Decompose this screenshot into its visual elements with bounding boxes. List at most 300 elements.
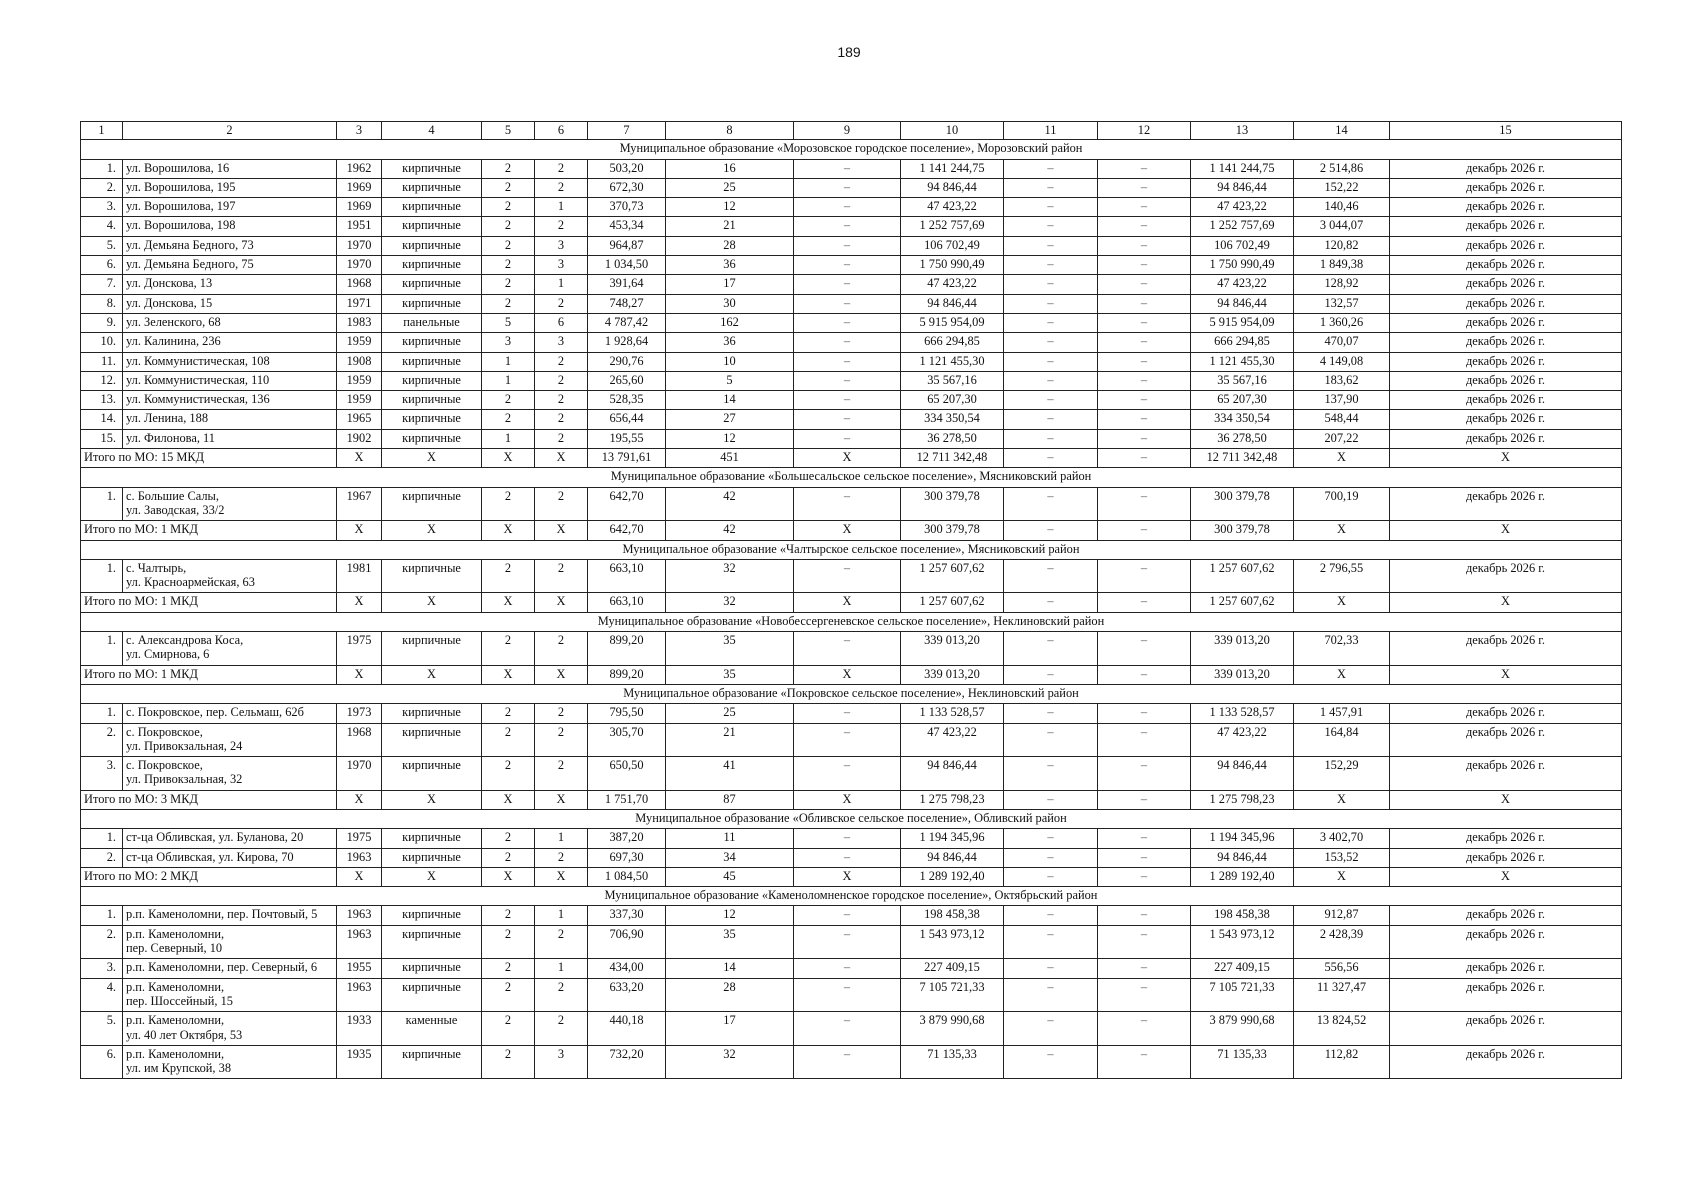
cell-col-5: 2	[482, 159, 535, 178]
total-col-8: 42	[666, 521, 794, 540]
cell-col-8: 25	[666, 178, 794, 197]
cell-col-14: 207,22	[1294, 429, 1390, 448]
cell-col-3: 1963	[337, 925, 382, 959]
row-number: 4.	[81, 978, 123, 1012]
total-col-11: –	[1004, 449, 1098, 468]
total-col-12: –	[1098, 665, 1191, 684]
cell-col-9: –	[794, 848, 901, 867]
cell-col-9: –	[794, 829, 901, 848]
total-col-7: 1 084,50	[588, 867, 666, 886]
row-number: 2.	[81, 925, 123, 959]
section-heading-row	[81, 468, 1622, 487]
cell-col-9: –	[794, 371, 901, 390]
cell-col-3: 1902	[337, 429, 382, 448]
cell-col-9: –	[794, 313, 901, 332]
cell-col-13: 47 423,22	[1191, 275, 1294, 294]
cell-col-6: 1	[535, 906, 588, 925]
cell-col-9: –	[794, 1012, 901, 1046]
row-number: 11.	[81, 352, 123, 371]
cell-col-4: кирпичные	[382, 704, 482, 723]
cell-col-10: 339 013,20	[901, 632, 1004, 666]
row-number: 3.	[81, 959, 123, 978]
column-number-6: 6	[535, 122, 588, 140]
cell-col-13: 5 915 954,09	[1191, 313, 1294, 332]
table-row	[81, 275, 1622, 294]
row-number: 1.	[81, 559, 123, 593]
total-col-13: 12 711 342,48	[1191, 449, 1294, 468]
cell-col-9: –	[794, 723, 901, 757]
cell-col-8: 14	[666, 391, 794, 410]
total-col-15: X	[1390, 665, 1622, 684]
row-number: 3.	[81, 757, 123, 791]
cell-col-15: декабрь 2026 г.	[1390, 198, 1622, 217]
cell-col-14: 140,46	[1294, 198, 1390, 217]
total-col-12: –	[1098, 521, 1191, 540]
row-number: 12.	[81, 371, 123, 390]
cell-col-12: –	[1098, 978, 1191, 1012]
cell-col-3: 1908	[337, 352, 382, 371]
cell-col-15: декабрь 2026 г.	[1390, 178, 1622, 197]
cell-col-3: 1963	[337, 906, 382, 925]
total-col-14: X	[1294, 790, 1390, 809]
column-number-1: 1	[81, 122, 123, 140]
cell-col-12: –	[1098, 391, 1191, 410]
cell-col-5: 2	[482, 487, 535, 521]
cell-col-15: декабрь 2026 г.	[1390, 487, 1622, 521]
cell-col-15: декабрь 2026 г.	[1390, 1045, 1622, 1079]
cell-col-7: 370,73	[588, 198, 666, 217]
total-col-14: X	[1294, 521, 1390, 540]
total-col-13: 1 257 607,62	[1191, 593, 1294, 612]
cell-col-14: 1 360,26	[1294, 313, 1390, 332]
cell-col-12: –	[1098, 371, 1191, 390]
cell-col-12: –	[1098, 559, 1191, 593]
cell-col-15: декабрь 2026 г.	[1390, 848, 1622, 867]
cell-col-12: –	[1098, 236, 1191, 255]
cell-col-4: кирпичные	[382, 906, 482, 925]
cell-col-10: 1 750 990,49	[901, 256, 1004, 275]
column-number-5: 5	[482, 122, 535, 140]
total-col-7: 1 751,70	[588, 790, 666, 809]
cell-col-11: –	[1004, 217, 1098, 236]
cell-col-14: 1 457,91	[1294, 704, 1390, 723]
cell-col-8: 12	[666, 906, 794, 925]
cell-col-4: кирпичные	[382, 236, 482, 255]
cell-col-6: 3	[535, 256, 588, 275]
cell-col-3: 1959	[337, 391, 382, 410]
cell-col-12: –	[1098, 429, 1191, 448]
row-number: 3.	[81, 198, 123, 217]
table-row	[81, 829, 1622, 848]
address-cell: ст-ца Обливская, ул. Буланова, 20	[123, 829, 337, 848]
cell-col-13: 94 846,44	[1191, 848, 1294, 867]
cell-col-4: кирпичные	[382, 559, 482, 593]
column-number-3: 3	[337, 122, 382, 140]
cell-col-10: 1 257 607,62	[901, 559, 1004, 593]
cell-col-14: 13 824,52	[1294, 1012, 1390, 1046]
cell-col-15: декабрь 2026 г.	[1390, 333, 1622, 352]
column-number-4: 4	[382, 122, 482, 140]
cell-col-12: –	[1098, 159, 1191, 178]
cell-col-14: 112,82	[1294, 1045, 1390, 1079]
cell-col-4: кирпичные	[382, 178, 482, 197]
cell-col-6: 1	[535, 198, 588, 217]
total-col-8: 35	[666, 665, 794, 684]
cell-col-10: 334 350,54	[901, 410, 1004, 429]
section-heading-row	[81, 612, 1622, 631]
cell-col-6: 2	[535, 723, 588, 757]
cell-col-10: 3 879 990,68	[901, 1012, 1004, 1046]
table-row	[81, 487, 1622, 521]
total-col-10: 12 711 342,48	[901, 449, 1004, 468]
cell-col-9: –	[794, 217, 901, 236]
cell-col-3: 1965	[337, 410, 382, 429]
cell-col-9: –	[794, 704, 901, 723]
cell-col-8: 11	[666, 829, 794, 848]
cell-col-12: –	[1098, 333, 1191, 352]
cell-col-9: –	[794, 236, 901, 255]
cell-col-7: 650,50	[588, 757, 666, 791]
cell-col-14: 702,33	[1294, 632, 1390, 666]
municipality-title: Муниципальное образование «Каменоломненское городское поселение», Октябрьский район	[81, 887, 1622, 906]
cell-col-12: –	[1098, 1045, 1191, 1079]
cell-col-14: 556,56	[1294, 959, 1390, 978]
cell-col-15: декабрь 2026 г.	[1390, 704, 1622, 723]
cell-col-11: –	[1004, 632, 1098, 666]
cell-col-3: 1981	[337, 559, 382, 593]
cell-col-4: кирпичные	[382, 198, 482, 217]
total-col-5: X	[482, 521, 535, 540]
address-cell: р.п. Каменоломни, пер. Почтовый, 5	[123, 906, 337, 925]
address-cell: р.п. Каменоломни, ул. им Крупской, 38	[123, 1045, 337, 1079]
column-number-13: 13	[1191, 122, 1294, 140]
section-heading-row	[81, 809, 1622, 828]
cell-col-8: 32	[666, 559, 794, 593]
cell-col-6: 2	[535, 429, 588, 448]
row-number: 13.	[81, 391, 123, 410]
cell-col-6: 2	[535, 178, 588, 197]
table-row	[81, 333, 1622, 352]
cell-col-5: 2	[482, 1012, 535, 1046]
cell-col-4: кирпичные	[382, 959, 482, 978]
cell-col-9: –	[794, 959, 901, 978]
total-col-10: 339 013,20	[901, 665, 1004, 684]
cell-col-6: 2	[535, 294, 588, 313]
page-number: 189	[837, 44, 861, 60]
cell-col-3: 1959	[337, 371, 382, 390]
cell-col-7: 265,60	[588, 371, 666, 390]
cell-col-6: 2	[535, 978, 588, 1012]
cell-col-12: –	[1098, 410, 1191, 429]
cell-col-14: 548,44	[1294, 410, 1390, 429]
table-row	[81, 723, 1622, 757]
cell-col-11: –	[1004, 978, 1098, 1012]
cell-col-4: кирпичные	[382, 757, 482, 791]
cell-col-12: –	[1098, 704, 1191, 723]
total-col-12: –	[1098, 790, 1191, 809]
table-row	[81, 978, 1622, 1012]
cell-col-10: 1 133 528,57	[901, 704, 1004, 723]
total-col-7: 13 791,61	[588, 449, 666, 468]
cell-col-7: 528,35	[588, 391, 666, 410]
cell-col-8: 36	[666, 333, 794, 352]
cell-col-5: 2	[482, 757, 535, 791]
cell-col-6: 3	[535, 236, 588, 255]
cell-col-10: 106 702,49	[901, 236, 1004, 255]
cell-col-11: –	[1004, 829, 1098, 848]
cell-col-8: 21	[666, 217, 794, 236]
cell-col-8: 5	[666, 371, 794, 390]
cell-col-3: 1951	[337, 217, 382, 236]
address-cell: ул. Коммунистическая, 136	[123, 391, 337, 410]
row-number: 1.	[81, 906, 123, 925]
total-col-14: X	[1294, 867, 1390, 886]
cell-col-11: –	[1004, 410, 1098, 429]
cell-col-6: 2	[535, 371, 588, 390]
total-col-7: 663,10	[588, 593, 666, 612]
cell-col-12: –	[1098, 906, 1191, 925]
table-row	[81, 1012, 1622, 1046]
cell-col-11: –	[1004, 275, 1098, 294]
total-row	[81, 593, 1622, 612]
total-col-3: X	[337, 521, 382, 540]
address-cell: ул. Калинина, 236	[123, 333, 337, 352]
total-col-6: X	[535, 521, 588, 540]
cell-col-12: –	[1098, 217, 1191, 236]
cell-col-10: 7 105 721,33	[901, 978, 1004, 1012]
cell-col-5: 1	[482, 371, 535, 390]
total-col-6: X	[535, 665, 588, 684]
cell-col-11: –	[1004, 559, 1098, 593]
cell-col-6: 3	[535, 333, 588, 352]
cell-col-14: 700,19	[1294, 487, 1390, 521]
cell-col-7: 1 928,64	[588, 333, 666, 352]
cell-col-4: кирпичные	[382, 371, 482, 390]
address-cell: ул. Донскова, 13	[123, 275, 337, 294]
cell-col-12: –	[1098, 925, 1191, 959]
cell-col-9: –	[794, 1045, 901, 1079]
cell-col-8: 34	[666, 848, 794, 867]
cell-col-7: 434,00	[588, 959, 666, 978]
total-col-5: X	[482, 790, 535, 809]
section-heading-row	[81, 887, 1622, 906]
cell-col-14: 164,84	[1294, 723, 1390, 757]
cell-col-14: 137,90	[1294, 391, 1390, 410]
cell-col-14: 128,92	[1294, 275, 1390, 294]
cell-col-6: 1	[535, 275, 588, 294]
section-heading-row	[81, 684, 1622, 703]
cell-col-7: 633,20	[588, 978, 666, 1012]
cell-col-11: –	[1004, 256, 1098, 275]
cell-col-8: 162	[666, 313, 794, 332]
cell-col-7: 656,44	[588, 410, 666, 429]
column-number-7: 7	[588, 122, 666, 140]
total-label: Итого по МО: 1 МКД	[81, 665, 337, 684]
cell-col-9: –	[794, 391, 901, 410]
cell-col-12: –	[1098, 829, 1191, 848]
cell-col-11: –	[1004, 704, 1098, 723]
cell-col-10: 47 423,22	[901, 275, 1004, 294]
cell-col-14: 2 514,86	[1294, 159, 1390, 178]
cell-col-5: 2	[482, 198, 535, 217]
cell-col-10: 94 846,44	[901, 757, 1004, 791]
cell-col-3: 1970	[337, 236, 382, 255]
cell-col-12: –	[1098, 275, 1191, 294]
cell-col-12: –	[1098, 256, 1191, 275]
cell-col-9: –	[794, 333, 901, 352]
cell-col-4: кирпичные	[382, 275, 482, 294]
row-number: 14.	[81, 410, 123, 429]
cell-col-14: 152,22	[1294, 178, 1390, 197]
cell-col-15: декабрь 2026 г.	[1390, 159, 1622, 178]
table-row	[81, 371, 1622, 390]
cell-col-13: 1 194 345,96	[1191, 829, 1294, 848]
cell-col-5: 2	[482, 978, 535, 1012]
cell-col-11: –	[1004, 723, 1098, 757]
cell-col-12: –	[1098, 723, 1191, 757]
address-cell: р.п. Каменоломни, пер. Шоссейный, 15	[123, 978, 337, 1012]
cell-col-7: 453,34	[588, 217, 666, 236]
total-col-15: X	[1390, 449, 1622, 468]
cell-col-15: декабрь 2026 г.	[1390, 1012, 1622, 1046]
cell-col-3: 1959	[337, 333, 382, 352]
cell-col-11: –	[1004, 333, 1098, 352]
cell-col-6: 2	[535, 410, 588, 429]
total-col-13: 1 289 192,40	[1191, 867, 1294, 886]
total-col-5: X	[482, 593, 535, 612]
cell-col-15: декабрь 2026 г.	[1390, 559, 1622, 593]
table-row	[81, 236, 1622, 255]
cell-col-13: 3 879 990,68	[1191, 1012, 1294, 1046]
total-col-6: X	[535, 449, 588, 468]
total-row	[81, 790, 1622, 809]
total-col-11: –	[1004, 521, 1098, 540]
cell-col-4: кирпичные	[382, 1045, 482, 1079]
total-col-3: X	[337, 790, 382, 809]
table-row	[81, 410, 1622, 429]
cell-col-13: 94 846,44	[1191, 757, 1294, 791]
cell-col-14: 1 849,38	[1294, 256, 1390, 275]
cell-col-14: 4 149,08	[1294, 352, 1390, 371]
cell-col-8: 17	[666, 275, 794, 294]
column-number-14: 14	[1294, 122, 1390, 140]
total-col-14: X	[1294, 665, 1390, 684]
total-col-4: X	[382, 593, 482, 612]
cell-col-5: 2	[482, 906, 535, 925]
cell-col-13: 71 135,33	[1191, 1045, 1294, 1079]
cell-col-14: 132,57	[1294, 294, 1390, 313]
cell-col-5: 2	[482, 1045, 535, 1079]
table-row	[81, 159, 1622, 178]
address-cell: ул. Ленина, 188	[123, 410, 337, 429]
cell-col-9: –	[794, 559, 901, 593]
cell-col-3: 1963	[337, 848, 382, 867]
municipality-title: Муниципальное образование «Большесальское сельское поселение», Мясниковский район	[81, 468, 1622, 487]
cell-col-5: 2	[482, 632, 535, 666]
cell-col-9: –	[794, 906, 901, 925]
cell-col-5: 2	[482, 178, 535, 197]
cell-col-7: 697,30	[588, 848, 666, 867]
cell-col-9: –	[794, 198, 901, 217]
cell-col-6: 3	[535, 1045, 588, 1079]
cell-col-12: –	[1098, 757, 1191, 791]
total-col-15: X	[1390, 521, 1622, 540]
cell-col-15: декабрь 2026 г.	[1390, 410, 1622, 429]
cell-col-8: 35	[666, 632, 794, 666]
cell-col-12: –	[1098, 352, 1191, 371]
cell-col-15: декабрь 2026 г.	[1390, 391, 1622, 410]
address-cell: ул. Ворошилова, 195	[123, 178, 337, 197]
total-col-7: 642,70	[588, 521, 666, 540]
cell-col-7: 748,27	[588, 294, 666, 313]
section-heading-row	[81, 540, 1622, 559]
cell-col-7: 706,90	[588, 925, 666, 959]
cell-col-14: 912,87	[1294, 906, 1390, 925]
cell-col-4: кирпичные	[382, 333, 482, 352]
cell-col-11: –	[1004, 757, 1098, 791]
cell-col-15: декабрь 2026 г.	[1390, 829, 1622, 848]
cell-col-15: декабрь 2026 г.	[1390, 256, 1622, 275]
cell-col-13: 47 423,22	[1191, 723, 1294, 757]
row-number: 8.	[81, 294, 123, 313]
cell-col-6: 1	[535, 829, 588, 848]
cell-col-7: 305,70	[588, 723, 666, 757]
total-col-7: 899,20	[588, 665, 666, 684]
cell-col-11: –	[1004, 294, 1098, 313]
cell-col-12: –	[1098, 313, 1191, 332]
total-col-10: 300 379,78	[901, 521, 1004, 540]
cell-col-7: 440,18	[588, 1012, 666, 1046]
cell-col-6: 2	[535, 925, 588, 959]
cell-col-7: 503,20	[588, 159, 666, 178]
row-number: 6.	[81, 1045, 123, 1079]
total-col-4: X	[382, 867, 482, 886]
cell-col-15: декабрь 2026 г.	[1390, 313, 1622, 332]
cell-col-8: 17	[666, 1012, 794, 1046]
total-col-12: –	[1098, 449, 1191, 468]
cell-col-7: 663,10	[588, 559, 666, 593]
total-col-5: X	[482, 665, 535, 684]
cell-col-6: 2	[535, 559, 588, 593]
column-number-9: 9	[794, 122, 901, 140]
cell-col-13: 94 846,44	[1191, 178, 1294, 197]
total-col-8: 451	[666, 449, 794, 468]
cell-col-4: кирпичные	[382, 391, 482, 410]
address-cell: ст-ца Обливская, ул. Кирова, 70	[123, 848, 337, 867]
cell-col-3: 1968	[337, 723, 382, 757]
registry-body	[81, 122, 1622, 1079]
total-row	[81, 867, 1622, 886]
cell-col-9: –	[794, 978, 901, 1012]
cell-col-12: –	[1098, 198, 1191, 217]
table-row	[81, 256, 1622, 275]
address-cell: р.п. Каменоломни, пер. Северный, 6	[123, 959, 337, 978]
cell-col-4: кирпичные	[382, 487, 482, 521]
cell-col-13: 334 350,54	[1191, 410, 1294, 429]
row-number: 2.	[81, 178, 123, 197]
address-cell: с. Покровское, ул. Привокзальная, 32	[123, 757, 337, 791]
cell-col-10: 300 379,78	[901, 487, 1004, 521]
total-row	[81, 521, 1622, 540]
cell-col-8: 35	[666, 925, 794, 959]
cell-col-14: 3 402,70	[1294, 829, 1390, 848]
cell-col-10: 94 846,44	[901, 294, 1004, 313]
cell-col-13: 106 702,49	[1191, 236, 1294, 255]
cell-col-4: кирпичные	[382, 159, 482, 178]
cell-col-5: 2	[482, 848, 535, 867]
cell-col-8: 30	[666, 294, 794, 313]
housing-registry-table	[80, 121, 1622, 1079]
